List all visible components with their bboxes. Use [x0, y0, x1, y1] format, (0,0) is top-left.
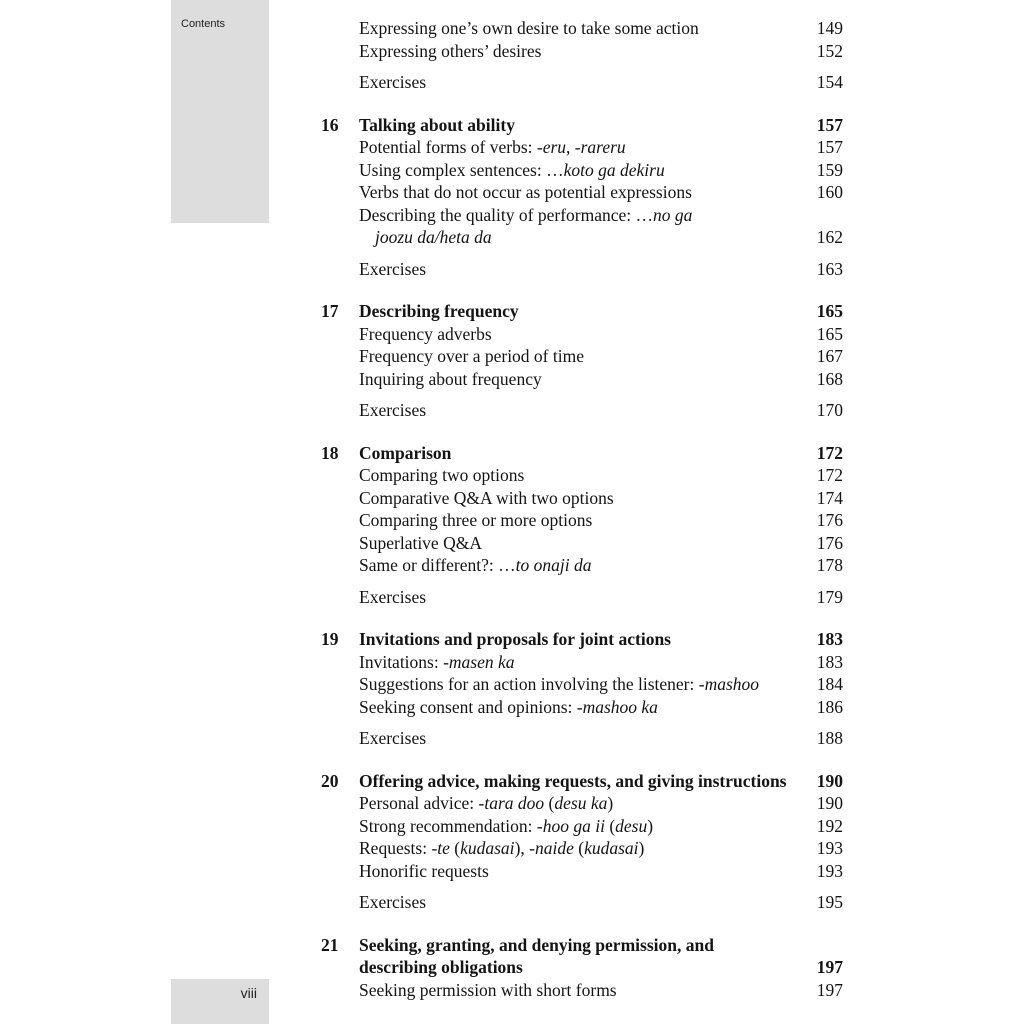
- entry-page: 172: [816, 465, 843, 485]
- chapter-page: 165: [816, 301, 843, 321]
- entry-title: Suggestions for an action involving the listener: -mashoo: [359, 674, 760, 694]
- toc-entry[interactable]: [310, 368, 843, 391]
- chapter-number: 16: [321, 114, 339, 135]
- entry-title: Exercises: [359, 400, 427, 420]
- toc-entry-exercises[interactable]: [310, 258, 843, 281]
- sidebar-tab-top: [171, 0, 269, 223]
- entry-page: 165: [816, 323, 843, 344]
- entry-page: 184: [816, 674, 843, 694]
- entry-page: 193: [816, 838, 843, 858]
- entry-page: 168: [816, 368, 843, 389]
- toc-entry[interactable]: [310, 651, 843, 674]
- entry-page: 174: [816, 487, 843, 508]
- entry-title: Verbs that do not occur as potential expressions: [359, 182, 692, 202]
- chapter-heading[interactable]: [310, 442, 843, 465]
- entry-title: Potential forms of verbs: -eru, -rareru: [359, 137, 626, 157]
- entry-title: Comparative Q&A with two options: [359, 487, 614, 508]
- toc-entry[interactable]: [310, 17, 843, 40]
- toc-entry-exercises[interactable]: [310, 891, 843, 914]
- toc-entry-exercises[interactable]: [310, 399, 843, 422]
- chapter-title: Invitations and proposals for joint actions: [359, 629, 671, 649]
- toc-entry[interactable]: [310, 464, 843, 487]
- entry-title: Exercises: [359, 586, 427, 607]
- entry-title: Exercises: [359, 892, 427, 912]
- entry-title: Frequency over a period of time: [359, 346, 584, 366]
- toc-entry[interactable]: [310, 532, 843, 555]
- toc-entry[interactable]: [310, 181, 843, 204]
- toc-entry-exercises[interactable]: [310, 71, 843, 94]
- toc-entry[interactable]: [310, 159, 843, 182]
- entry-page: 186: [816, 696, 843, 717]
- table-of-contents: [310, 17, 843, 1001]
- entry-page: 192: [816, 815, 843, 836]
- entry-page: 152: [816, 40, 843, 61]
- chapter-page: 172: [816, 442, 843, 463]
- entry-title: Superlative Q&A: [359, 532, 482, 553]
- chapter-number: 19: [321, 629, 339, 649]
- toc-entry[interactable]: [310, 345, 843, 368]
- entry-page: 197: [816, 979, 843, 1000]
- entry-page: 188: [816, 728, 843, 748]
- toc-chapter-16: [310, 114, 843, 281]
- chapter-heading[interactable]: [310, 114, 843, 137]
- entry-page: 157: [816, 137, 843, 157]
- toc-entry[interactable]: [310, 323, 843, 346]
- entry-page: 170: [816, 400, 843, 420]
- chapter-title: Seeking, granting, and denying permission, and: [359, 934, 714, 955]
- entry-title: Inquiring about frequency: [359, 368, 542, 389]
- entry-page: 163: [816, 258, 843, 279]
- entry-page: 154: [816, 72, 843, 92]
- entry-title: Comparing three or more options: [359, 510, 593, 530]
- toc-entry[interactable]: [310, 554, 843, 577]
- entry-page: 190: [816, 793, 843, 813]
- entry-page: 160: [816, 182, 843, 202]
- chapter-page: 157: [816, 114, 843, 135]
- toc-entry-continuation[interactable]: [310, 226, 843, 249]
- entry-page: 167: [816, 346, 843, 366]
- chapter-heading[interactable]: [310, 934, 843, 957]
- entry-title: Expressing one’s own desire to take some action: [359, 18, 699, 38]
- toc-entry[interactable]: [310, 792, 843, 815]
- chapter-title: describing obligations: [359, 957, 523, 977]
- toc-entry-exercises[interactable]: [310, 727, 843, 750]
- toc-chapter-19: [310, 628, 843, 750]
- chapter-page: 190: [816, 770, 843, 791]
- entry-page: 176: [816, 510, 843, 530]
- page-number: viii: [240, 985, 257, 1001]
- chapter-heading-continuation[interactable]: [310, 956, 843, 979]
- toc-entry[interactable]: [310, 696, 843, 719]
- toc-chapter-18: [310, 442, 843, 609]
- toc-entry[interactable]: [310, 837, 843, 860]
- chapter-title: Describing frequency: [359, 301, 519, 321]
- entry-page: 193: [816, 860, 843, 881]
- entry-page: 179: [816, 586, 843, 607]
- entry-title: Personal advice: -tara doo (desu ka): [359, 793, 614, 813]
- entry-title: Comparing two options: [359, 465, 525, 485]
- sidebar-tab-bottom: [171, 979, 269, 1024]
- toc-entry[interactable]: [310, 136, 843, 159]
- chapter-heading[interactable]: [310, 300, 843, 323]
- entry-title: Exercises: [359, 72, 427, 92]
- toc-chapter-17: [310, 300, 843, 422]
- chapter-number: 18: [321, 442, 339, 463]
- chapter-heading[interactable]: [310, 628, 843, 651]
- entry-title: Using complex sentences: …koto ga dekiru: [359, 159, 665, 180]
- entry-title: Requests: -te (kudasai), -naide (kudasai): [359, 838, 645, 858]
- entry-page: 178: [816, 555, 843, 575]
- chapter-page: 197: [816, 957, 843, 977]
- chapter-page: 183: [816, 629, 843, 649]
- chapter-number: 20: [321, 770, 339, 791]
- toc-chapter-21: [310, 934, 843, 1002]
- chapter-number: 17: [321, 301, 339, 321]
- toc-lead-section: [310, 17, 843, 94]
- entry-title: Describing the quality of performance: …no ga: [359, 204, 693, 225]
- entry-page: 195: [816, 892, 843, 912]
- toc-entry[interactable]: [310, 673, 843, 696]
- entry-page: 162: [816, 227, 843, 247]
- entry-title: Expressing others’ desires: [359, 40, 542, 61]
- toc-entry[interactable]: [310, 509, 843, 532]
- entry-page: 159: [816, 159, 843, 180]
- toc-chapter-20: [310, 770, 843, 914]
- entry-title: joozu da/heta da: [375, 227, 492, 247]
- toc-entry[interactable]: [310, 979, 843, 1002]
- entry-page: 149: [816, 18, 843, 38]
- chapter-title: Offering advice, making requests, and giving instructions: [359, 770, 787, 791]
- entry-page: 183: [816, 651, 843, 672]
- chapter-heading[interactable]: [310, 770, 843, 793]
- chapter-title: Comparison: [359, 442, 452, 463]
- entry-title: Seeking permission with short forms: [359, 979, 617, 1000]
- entry-title: Invitations: -masen ka: [359, 651, 515, 672]
- entry-title: Exercises: [359, 258, 427, 279]
- toc-entry[interactable]: [310, 487, 843, 510]
- entry-title: Same or different?: …to onaji da: [359, 555, 592, 575]
- entry-title: Frequency adverbs: [359, 323, 492, 344]
- entry-title: Honorific requests: [359, 860, 489, 881]
- toc-entry-exercises[interactable]: [310, 586, 843, 609]
- toc-entry[interactable]: [310, 204, 843, 227]
- running-head-contents: Contents: [181, 18, 226, 30]
- chapter-number: 21: [321, 934, 339, 955]
- toc-entry[interactable]: [310, 860, 843, 883]
- entry-title: Exercises: [359, 728, 427, 748]
- toc-entry[interactable]: [310, 40, 843, 63]
- chapter-title: Talking about ability: [359, 114, 515, 135]
- entry-title: Strong recommendation: -hoo ga ii (desu): [359, 815, 654, 836]
- entry-title: Seeking consent and opinions: -mashoo ka: [359, 696, 658, 717]
- entry-page: 176: [816, 532, 843, 553]
- toc-entry[interactable]: [310, 815, 843, 838]
